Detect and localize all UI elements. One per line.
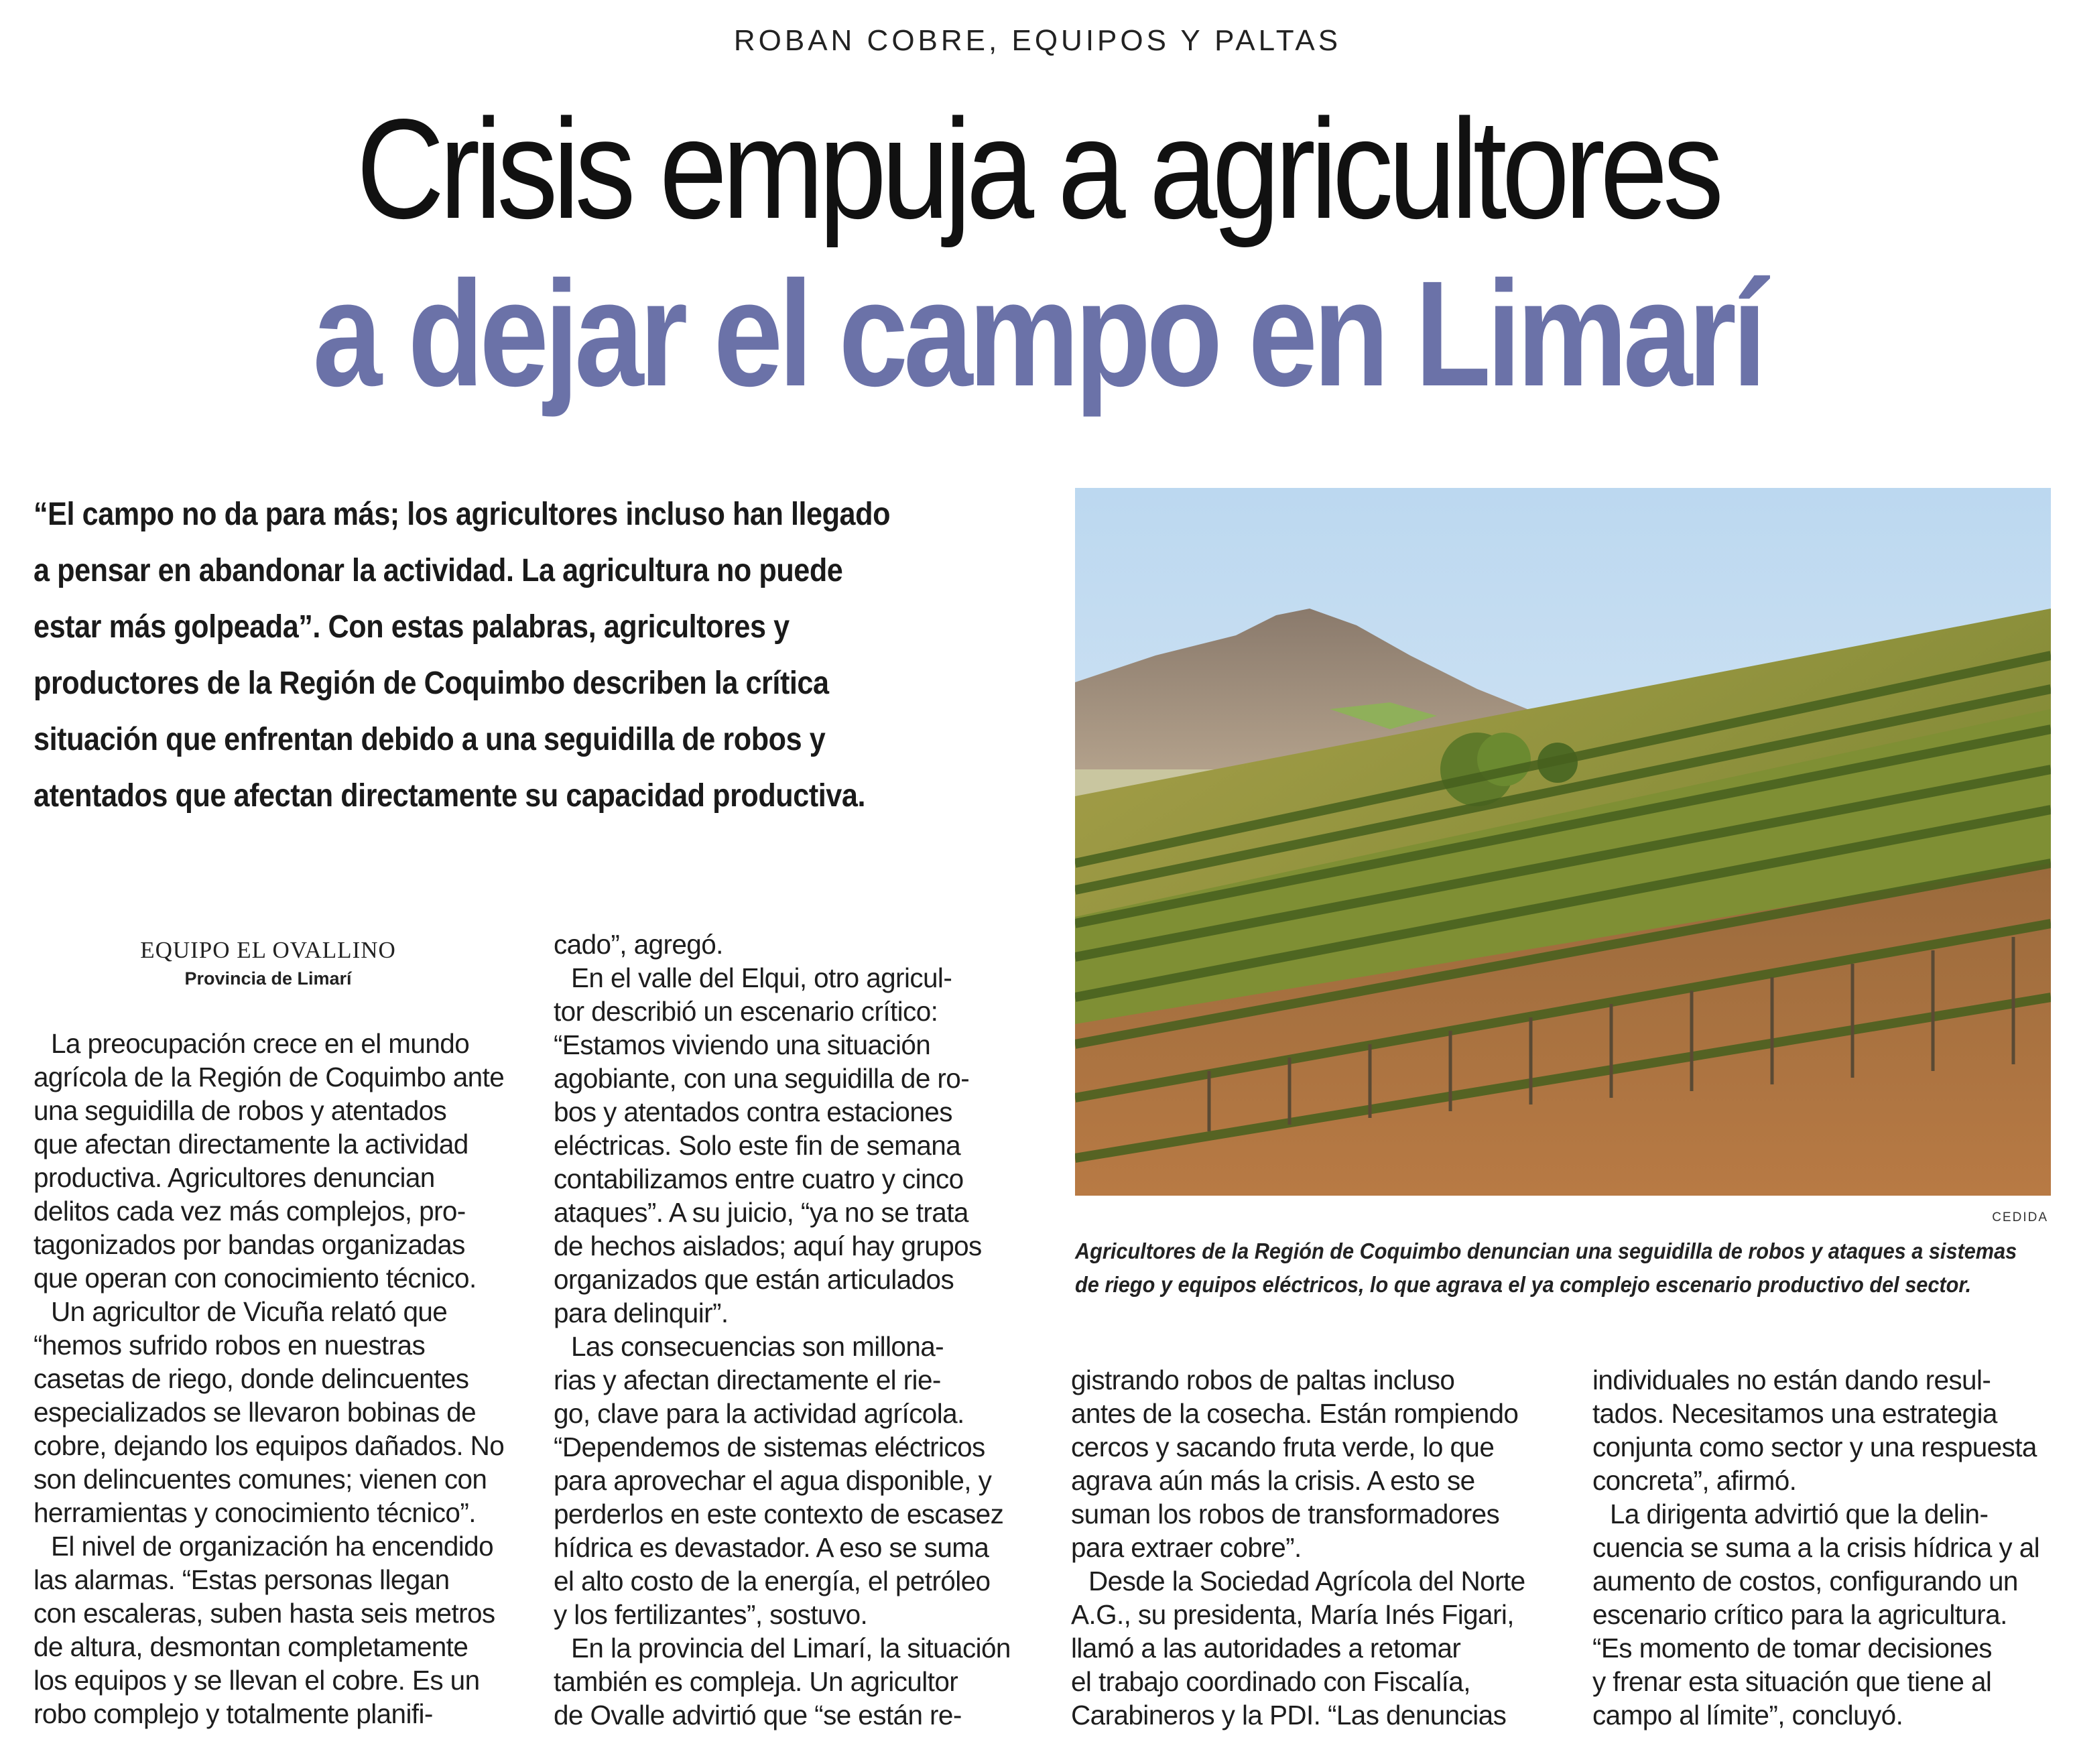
- body-column-4: [1592, 1363, 2055, 1732]
- body-line: “hemos sufrido robos en nuestras: [34, 1330, 426, 1361]
- body-line: campo al límite”, concluyó.: [1592, 1700, 1903, 1730]
- body-line: antes de la cosecha. Están rompiendo: [1071, 1398, 1519, 1429]
- body-line: con escaleras, suben hasta seis metros: [34, 1598, 495, 1629]
- body-line: tagonizados por bandas organizadas: [34, 1229, 465, 1260]
- body-line: los equipos y se llevan el cobre. Es un: [34, 1665, 480, 1696]
- body-line: aumento de costos, configurando un: [1592, 1566, 2018, 1596]
- body-line: para delinquir”.: [554, 1298, 729, 1328]
- body-line: eléctricas. Solo este fin de semana: [554, 1130, 961, 1161]
- body-line: de Ovalle advirtió que “se están re-: [554, 1700, 962, 1730]
- body-line: productiva. Agricultores denuncian: [34, 1162, 435, 1193]
- body-line: Un agricultor de Vicuña relató que: [51, 1296, 448, 1327]
- body-line: también es compleja. Un agricultor: [554, 1666, 958, 1697]
- body-line: llamó a las autoridades a retomar: [1071, 1633, 1461, 1663]
- body-column-3: [1071, 1363, 1533, 1732]
- body-line: especializados se llevaron bobinas de: [34, 1397, 476, 1428]
- body-line: que operan con conocimiento técnico.: [34, 1263, 477, 1294]
- body-line: agrava aún más la crisis. A esto se: [1071, 1465, 1475, 1496]
- body-line: organizados que están articulados: [554, 1264, 954, 1295]
- body-line: “Es momento de tomar decisiones: [1592, 1633, 1992, 1663]
- body-line: para extraer cobre”.: [1071, 1532, 1302, 1563]
- body-line: En la provincia del Limarí, la situación: [571, 1633, 1011, 1663]
- body-line: tados. Necesitamos una estrategia: [1592, 1398, 1997, 1429]
- body-line: ataques”. A su juicio, “ya no se trata: [554, 1197, 968, 1228]
- vineyard-photo: [1075, 488, 2051, 1196]
- headline-line-1: Crisis empuja a agricultores: [356, 89, 1719, 248]
- body-line: La preocupación crece en el mundo: [51, 1028, 470, 1059]
- body-line: Las consecuencias son millona-: [571, 1331, 944, 1362]
- body-line: y los fertilizantes”, sostuvo.: [554, 1599, 868, 1630]
- body-line: bos y atentados contra estaciones: [554, 1096, 952, 1127]
- body-line: el alto costo de la energía, el petróleo: [554, 1566, 991, 1596]
- body-line: son delincuentes comunes; vienen con: [34, 1464, 487, 1495]
- body-line: En el valle del Elqui, otro agricul-: [571, 962, 952, 993]
- body-line: el trabajo coordinado con Fiscalía,: [1071, 1666, 1470, 1697]
- body-line: agobiante, con una seguidilla de ro-: [554, 1063, 970, 1094]
- body-line: cado”, agregó.: [554, 929, 723, 960]
- body-line: gistrando robos de paltas incluso: [1071, 1365, 1455, 1395]
- body-line: las alarmas. “Estas personas llegan: [34, 1564, 450, 1595]
- lead-line: productores de la Región de Coquimbo describen la crítica: [34, 666, 829, 701]
- body-line: rias y afectan directamente el rie-: [554, 1365, 941, 1395]
- body-line: casetas de riego, donde delincuentes: [34, 1363, 469, 1394]
- lead-line: situación que enfrentan debido a una seguidilla de robos y: [34, 722, 826, 757]
- lead-line: atentados que afectan directamente su capacidad productiva.: [34, 778, 866, 814]
- body-line: individuales no están dando resul-: [1592, 1365, 1991, 1395]
- body-line: La dirigenta advirtió que la delin-: [1610, 1499, 1989, 1529]
- body-line: y frenar esta situación que tiene al: [1592, 1666, 1992, 1697]
- body-line: hídrica es devastador. A eso se suma: [554, 1532, 989, 1563]
- headline-line-2: a dejar el campo en Limarí: [312, 250, 1763, 418]
- article-kicker: ROBAN COBRE, EQUIPOS Y PALTAS: [733, 24, 1342, 57]
- body-line: escenario crítico para la agricultura.: [1592, 1599, 2007, 1630]
- body-line: go, clave para la actividad agrícola.: [554, 1398, 964, 1429]
- lead-line: “El campo no da para más; los agricultores incluso han llegado: [34, 497, 891, 532]
- body-line: concreta”, afirmó.: [1592, 1465, 1797, 1496]
- caption-line: Agricultores de la Región de Coquimbo denuncian una seguidilla de robos y ataques a sistemas: [1075, 1239, 2017, 1263]
- body-line: cercos y sacando fruta verde, lo que: [1071, 1432, 1495, 1462]
- body-line: “Estamos viviendo una situación: [554, 1029, 931, 1060]
- body-line: cobre, dejando los equipos dañados. No: [34, 1430, 505, 1461]
- body-line: Carabineros y la PDI. “Las denuncias: [1071, 1700, 1507, 1730]
- byline-location: Provincia de Limarí: [184, 968, 352, 989]
- body-line: “Dependemos de sistemas eléctricos: [554, 1432, 985, 1462]
- photo-credit: CEDIDA: [1992, 1210, 2048, 1224]
- body-line: Desde la Sociedad Agrícola del Norte: [1088, 1566, 1525, 1596]
- body-line: perderlos en este contexto de escasez: [554, 1499, 1004, 1529]
- body-line: para aprovechar el agua disponible, y: [554, 1465, 992, 1496]
- body-line: de altura, desmontan completamente: [34, 1631, 468, 1662]
- body-line: contabilizamos entre cuatro y cinco: [554, 1163, 964, 1194]
- body-column-1: [34, 1027, 505, 1730]
- body-line: una seguidilla de robos y atentados: [34, 1095, 447, 1126]
- body-line: cuencia se suma a la crisis hídrica y al: [1592, 1532, 2040, 1563]
- byline: [34, 936, 503, 992]
- article-lead: [34, 487, 1019, 824]
- body-line: herramientas y conocimiento técnico”.: [34, 1497, 476, 1528]
- lead-line: estar más golpeada”. Con estas palabras, agricultores y: [34, 609, 790, 645]
- lead-line: a pensar en abandonar la actividad. La agricultura no puede: [34, 553, 843, 588]
- body-line: robo complejo y totalmente planifi-: [34, 1698, 433, 1729]
- body-line: tor describió un escenario crítico:: [554, 996, 938, 1027]
- body-line: A.G., su presidenta, María Inés Figari,: [1071, 1599, 1514, 1630]
- body-line: suman los robos de transformadores: [1071, 1499, 1500, 1529]
- body-line: conjunta como sector y una respuesta: [1592, 1432, 2037, 1462]
- body-line: que afectan directamente la actividad: [34, 1129, 468, 1159]
- caption-line: de riego y equipos eléctricos, lo que agrava el ya complejo escenario productivo del sector.: [1075, 1272, 1972, 1297]
- byline-author: EQUIPO EL OVALLINO: [140, 937, 396, 963]
- body-column-2: [554, 928, 1016, 1732]
- body-line: agrícola de la Región de Coquimbo ante: [34, 1062, 505, 1092]
- photo-caption: [1075, 1235, 2054, 1302]
- body-line: El nivel de organización ha encendido: [51, 1531, 494, 1562]
- body-line: delitos cada vez más complejos, pro-: [34, 1196, 466, 1226]
- body-line: de hechos aislados; aquí hay grupos: [554, 1231, 982, 1261]
